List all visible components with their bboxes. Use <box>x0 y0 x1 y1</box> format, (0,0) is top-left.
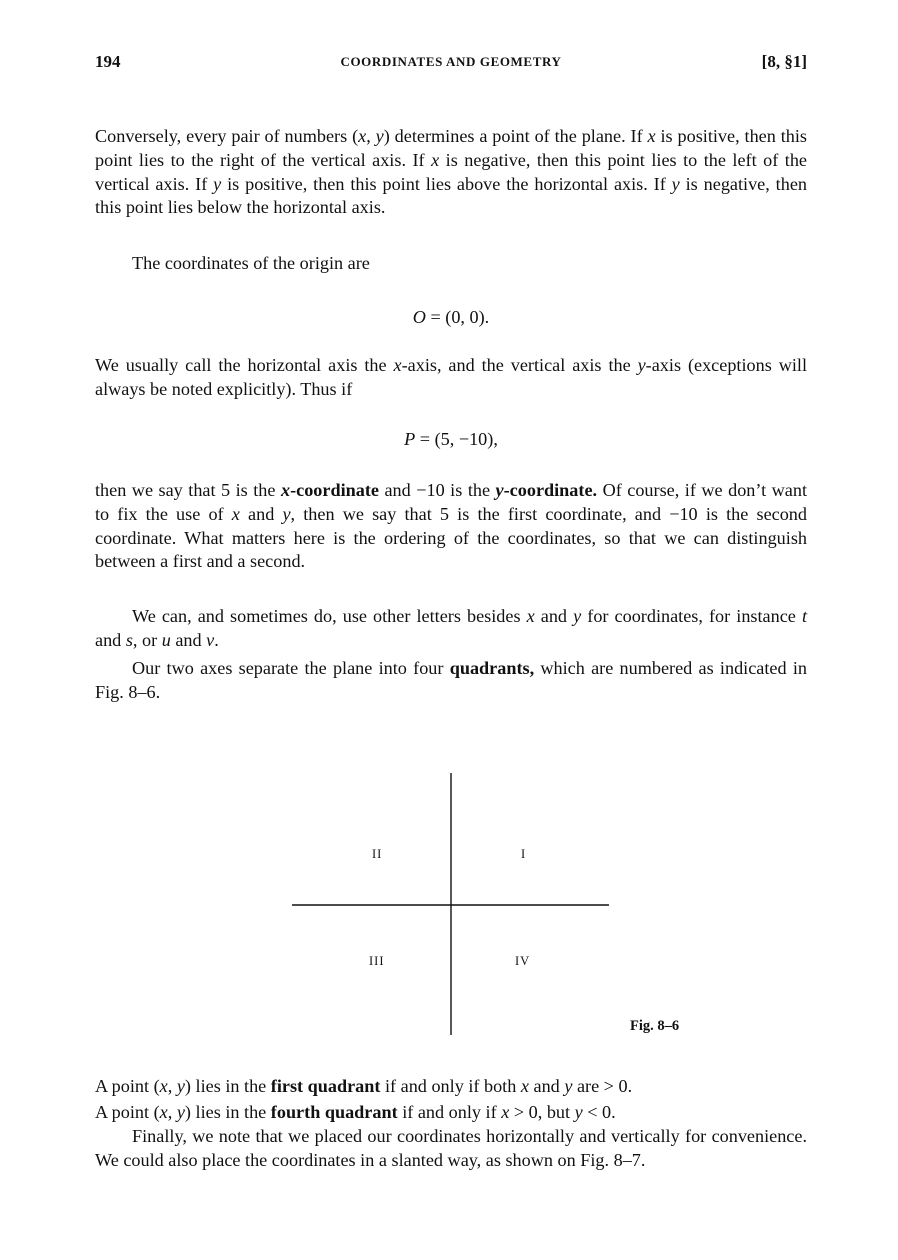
paragraph-first-quadrant: A point (x, y) lies in the first quadrant if and only if both x and y are > 0. <box>95 1076 633 1096</box>
paragraph-coordinate-definition: then we say that 5 is the x-coordinate and −10 is the y-coordinate. Of course, if we don’t want to fix the use of x and y, then we say that 5 is the first coordinate, and −10 is the second coordinate. What matters here is the ordering of the coordinates, so that we can distinguish between a first and a second. <box>95 480 808 572</box>
paragraph-conversely: Conversely, every pair of numbers (x, y) determines a point of the plane. If x is positive, then this point lies to the right of the vertical axis. If x is negative, then this point lies to the left of the vertical axis. If y is positive, then this point lies above the horizontal axis. If y is negative, then this point lies below the horizontal axis. <box>95 126 808 218</box>
quadrant-label-iv: IV <box>515 954 531 968</box>
equation-origin: O = (0, 0). <box>412 307 490 327</box>
paragraph-origin-intro: The coordinates of the origin are <box>132 253 370 273</box>
paragraph-quadrants: Our two axes separate the plane into four quadrants, which are numbered as indicated in Fig. 8–6. <box>95 658 807 702</box>
equation-point-p: P = (5, −10), <box>404 429 498 449</box>
running-head <box>95 52 807 76</box>
paragraph-other-letters: We can, and sometimes do, use other letters besides x and y for coordinates, for instance t and s, or u and v. <box>95 606 807 650</box>
figure-caption: Fig. 8–6 <box>630 1018 680 1034</box>
quadrant-label-ii: II <box>372 847 383 861</box>
section-reference: [8, §1] <box>761 52 807 71</box>
paragraph-fourth-quadrant: A point (x, y) lies in the fourth quadrant if and only if x > 0, but y < 0. <box>95 1102 616 1122</box>
section-title: COORDINATES AND GEOMETRY <box>340 54 562 69</box>
paragraph-axes-naming: We usually call the horizontal axis the x-axis, and the vertical axis the y-axis (exceptions will always be noted explicitly). Thus if <box>95 355 808 399</box>
quadrant-label-i: I <box>521 847 527 861</box>
quadrant-label-iii: III <box>369 954 385 968</box>
page-number: 194 <box>95 52 121 71</box>
paragraph-slanted-coordinates: Finally, we note that we placed our coordinates horizontally and vertically for convenience. We could also place the coordinates in a slanted way, as shown on Fig. 8–7. <box>95 1126 807 1170</box>
